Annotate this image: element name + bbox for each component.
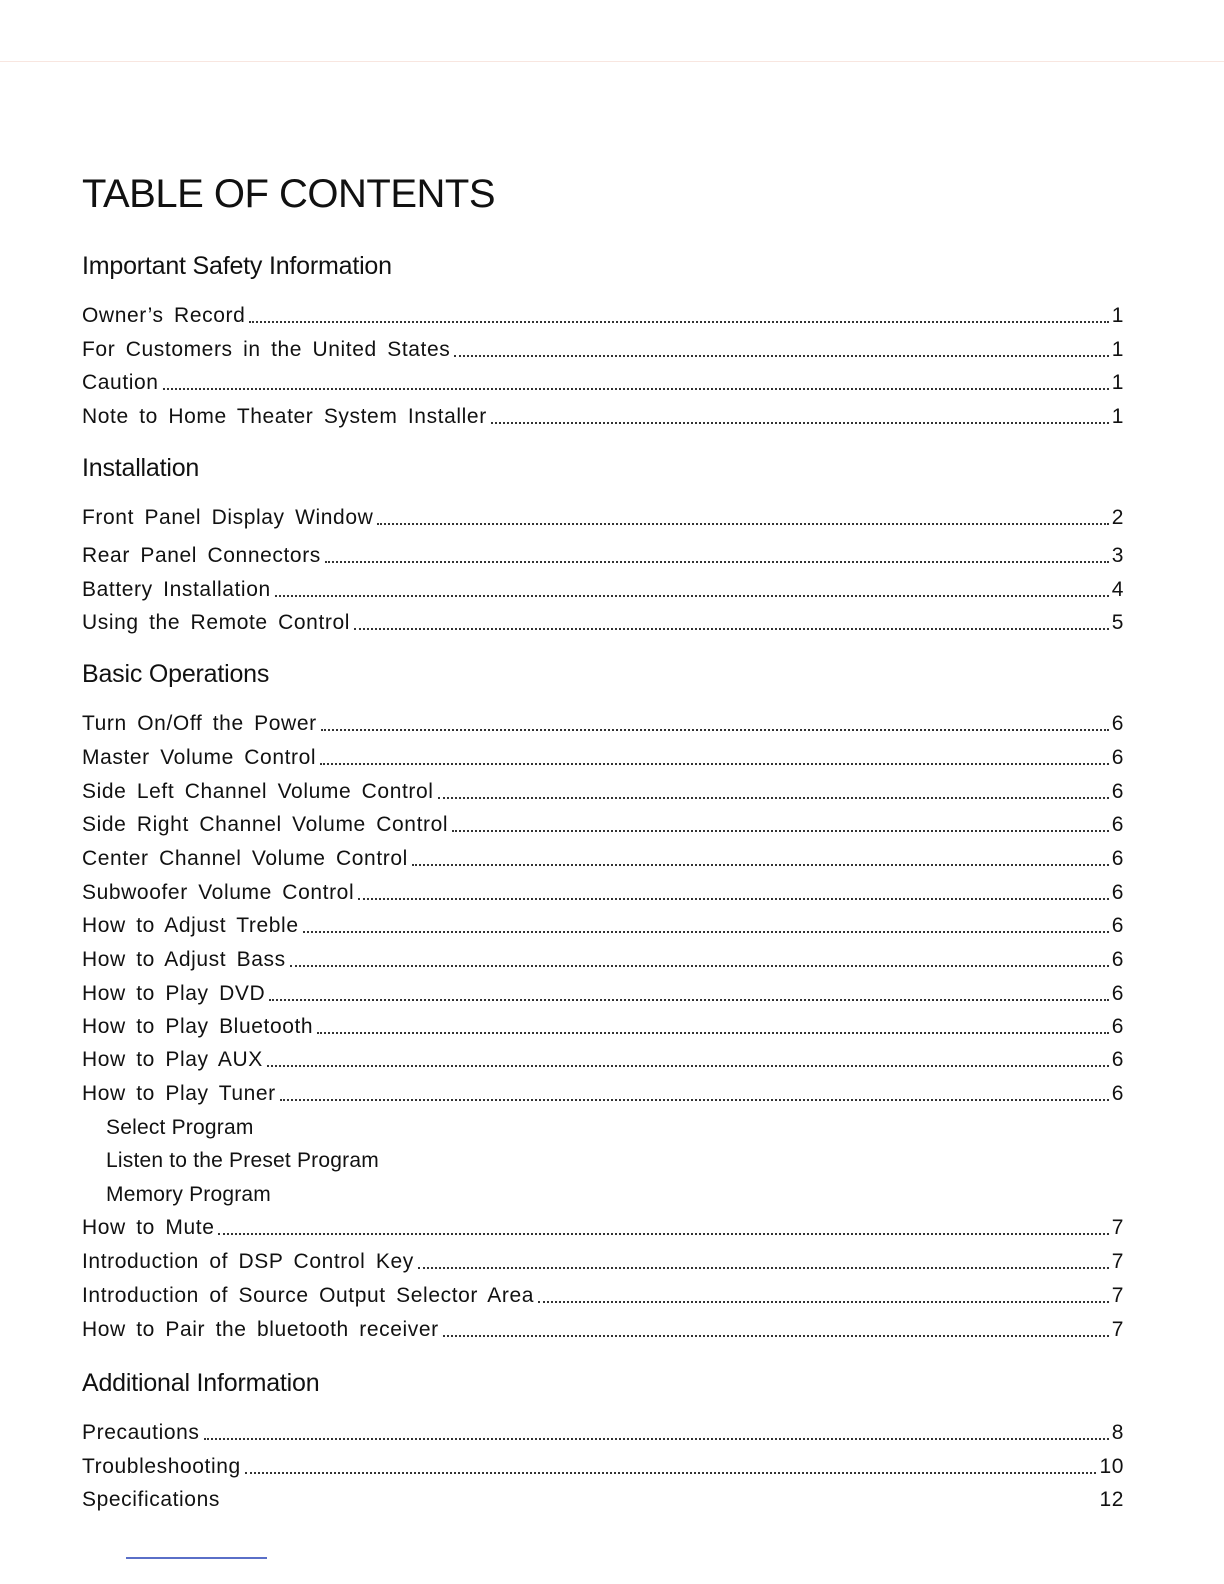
toc-entry[interactable] xyxy=(82,1081,1124,1107)
dot-leader xyxy=(452,830,1109,832)
entry-page: 6 xyxy=(1111,1015,1124,1038)
entry-page: 1 xyxy=(1111,338,1124,361)
top-divider xyxy=(0,61,1224,62)
dot-leader xyxy=(538,1301,1109,1303)
entry-label: How to Play AUX xyxy=(82,1048,263,1071)
entry-label: How to Play DVD xyxy=(82,982,266,1005)
entry-label: How to Play Bluetooth xyxy=(82,1015,314,1038)
entry-label: Side Right Channel Volume Control xyxy=(82,813,449,836)
toc-entry[interactable] xyxy=(82,610,1124,636)
toc-entry[interactable] xyxy=(82,711,1124,737)
toc-entry[interactable] xyxy=(82,745,1124,771)
toc-entry[interactable] xyxy=(82,543,1124,569)
entry-label: Note to Home Theater System Installer xyxy=(82,405,487,428)
entry-label: How to Mute xyxy=(82,1216,215,1239)
section-heading-installation: Installation xyxy=(82,454,200,482)
toc-entry[interactable] xyxy=(82,505,1124,531)
entry-page: 1 xyxy=(1111,371,1124,394)
toc-entry[interactable] xyxy=(82,577,1124,603)
entry-page: 4 xyxy=(1111,578,1124,601)
dot-leader xyxy=(303,931,1109,933)
entry-page: 6 xyxy=(1111,746,1124,769)
entry-page: 1 xyxy=(1111,304,1124,327)
dot-leader xyxy=(454,355,1108,357)
entry-page: 7 xyxy=(1111,1284,1124,1307)
entry-page: 8 xyxy=(1111,1421,1124,1444)
entry-label: How to Adjust Bass xyxy=(82,948,286,971)
dot-leader xyxy=(443,1335,1109,1337)
dot-leader xyxy=(249,321,1108,323)
entry-page: 12 xyxy=(1099,1488,1124,1511)
dot-leader xyxy=(317,1032,1109,1034)
dot-leader xyxy=(204,1438,1109,1440)
section-heading-additional-information: Additional Information xyxy=(82,1369,320,1397)
dot-leader xyxy=(290,965,1109,967)
toc-entry[interactable] xyxy=(82,1487,1124,1513)
toc-entry[interactable] xyxy=(82,404,1124,430)
entry-label: Side Left Channel Volume Control xyxy=(82,780,434,803)
entry-label: Introduction of DSP Control Key xyxy=(82,1250,414,1273)
toc-entry[interactable] xyxy=(82,1420,1124,1446)
entry-label: Subwoofer Volume Control xyxy=(82,881,355,904)
toc-entry[interactable] xyxy=(82,913,1124,939)
toc-entry[interactable] xyxy=(82,812,1124,838)
dot-leader xyxy=(280,1099,1109,1101)
entry-page: 1 xyxy=(1111,405,1124,428)
entry-label: Using the Remote Control xyxy=(82,611,351,634)
toc-subentry[interactable]: Listen to the Preset Program xyxy=(106,1149,379,1172)
entry-page: 6 xyxy=(1111,948,1124,971)
entry-label: Caution xyxy=(82,371,159,394)
entry-page: 6 xyxy=(1111,712,1124,735)
toc-entry[interactable] xyxy=(82,1047,1124,1073)
toc-entry[interactable] xyxy=(82,337,1124,363)
dot-leader xyxy=(325,561,1109,563)
entry-label: Center Channel Volume Control xyxy=(82,847,408,870)
entry-page: 6 xyxy=(1111,780,1124,803)
entry-label: How to Play Tuner xyxy=(82,1082,276,1105)
toc-entry[interactable] xyxy=(82,779,1124,805)
entry-label: For Customers in the United States xyxy=(82,338,451,361)
toc-entry[interactable] xyxy=(82,880,1124,906)
entry-page: 7 xyxy=(1111,1216,1124,1239)
entry-label: Introduction of Source Output Selector Area xyxy=(82,1284,535,1307)
toc-entry[interactable] xyxy=(82,1014,1124,1040)
dot-leader xyxy=(358,898,1109,900)
dot-leader xyxy=(438,797,1109,799)
entry-page: 6 xyxy=(1111,847,1124,870)
entry-page: 6 xyxy=(1111,982,1124,1005)
toc-entry[interactable] xyxy=(82,303,1124,329)
section-heading-safety: Important Safety Information xyxy=(82,252,392,280)
entry-label: Owner’s Record xyxy=(82,304,246,327)
entry-page: 6 xyxy=(1111,1048,1124,1071)
dot-leader xyxy=(320,763,1109,765)
dot-leader xyxy=(321,729,1109,731)
toc-entry[interactable] xyxy=(82,1454,1124,1480)
entry-page: 3 xyxy=(1111,544,1124,567)
entry-page: 6 xyxy=(1111,914,1124,937)
entry-label: Turn On/Off the Power xyxy=(82,712,317,735)
toc-subentry[interactable]: Memory Program xyxy=(106,1183,271,1206)
entry-label: How to Pair the bluetooth receiver xyxy=(82,1318,439,1341)
entry-page: 10 xyxy=(1099,1455,1124,1478)
dot-leader xyxy=(245,1472,1097,1474)
dot-leader xyxy=(418,1267,1109,1269)
dot-leader xyxy=(275,595,1109,597)
toc-entry[interactable] xyxy=(82,1317,1124,1343)
dot-leader xyxy=(354,628,1109,630)
entry-label: Front Panel Display Window xyxy=(82,506,374,529)
dot-leader xyxy=(269,999,1109,1001)
entry-label: Specifications xyxy=(82,1488,220,1511)
entry-label: Troubleshooting xyxy=(82,1455,241,1478)
toc-entry[interactable] xyxy=(82,947,1124,973)
dot-leader xyxy=(491,422,1109,424)
dot-leader xyxy=(377,523,1108,525)
footer-link-underline xyxy=(126,1557,267,1559)
entry-page: 7 xyxy=(1111,1318,1124,1341)
toc-entry[interactable] xyxy=(82,1215,1124,1241)
dot-leader xyxy=(267,1065,1109,1067)
entry-label: Battery Installation xyxy=(82,578,271,601)
toc-entry[interactable] xyxy=(82,1249,1124,1275)
section-heading-basic-operations: Basic Operations xyxy=(82,660,270,688)
entry-page: 6 xyxy=(1111,1082,1124,1105)
toc-entry[interactable] xyxy=(82,846,1124,872)
entry-label: Rear Panel Connectors xyxy=(82,544,321,567)
entry-page: 6 xyxy=(1111,881,1124,904)
entry-page: 2 xyxy=(1111,506,1124,529)
dot-leader xyxy=(218,1233,1108,1235)
dot-leader xyxy=(412,864,1109,866)
entry-label: Master Volume Control xyxy=(82,746,317,769)
entry-page: 6 xyxy=(1111,813,1124,836)
toc-subentry[interactable]: Select Program xyxy=(106,1116,254,1139)
dot-leader xyxy=(163,388,1109,390)
entry-page: 7 xyxy=(1111,1250,1124,1273)
page-title: TABLE OF CONTENTS xyxy=(82,172,496,216)
toc-entry[interactable] xyxy=(82,1283,1124,1309)
entry-label: How to Adjust Treble xyxy=(82,914,299,937)
toc-entry[interactable] xyxy=(82,981,1124,1007)
entry-page: 5 xyxy=(1111,611,1124,634)
entry-label: Precautions xyxy=(82,1421,200,1444)
toc-entry[interactable] xyxy=(82,370,1124,396)
